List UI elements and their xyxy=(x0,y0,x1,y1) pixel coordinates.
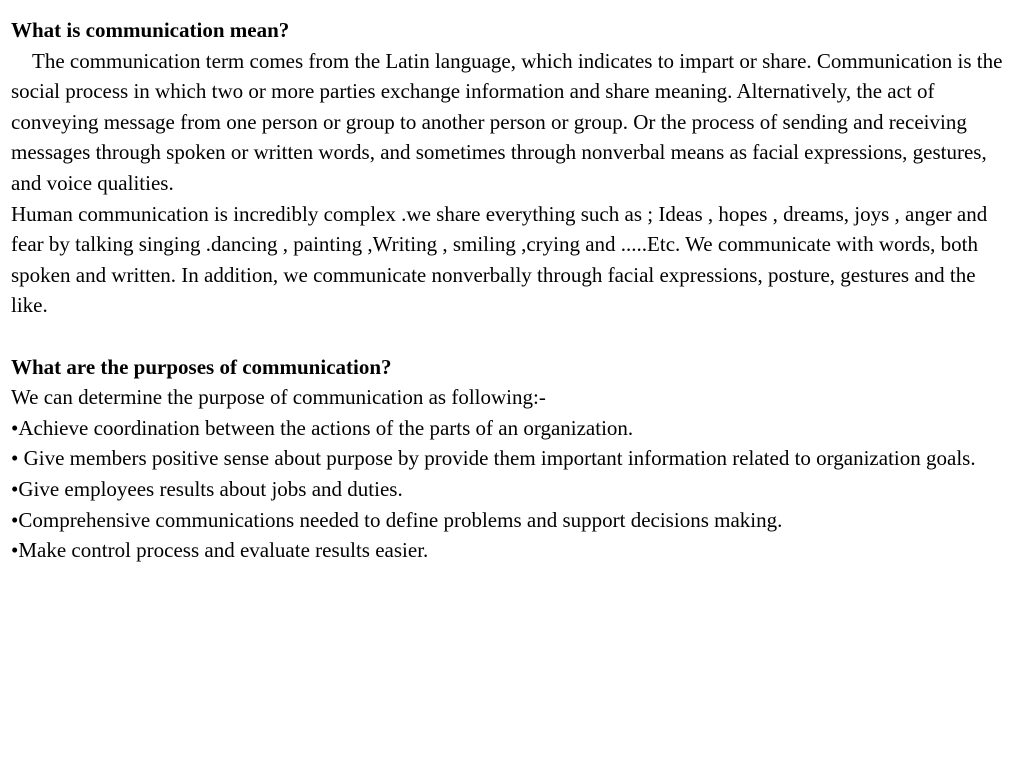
purpose-item: •Comprehensive communications needed to define problems and support decisions making. xyxy=(11,507,783,532)
paragraph-human-communication: Human communication is incredibly complex .we share everything such as ; Ideas , hopes , dreams, joys , anger and fear by talking singing .dancing , painting ,Writing , smiling ,crying and .....Etc. We communicate with words, both spoken and written. In addition, we communicate nonverbally through facial expressions, posture, gestures and the like. xyxy=(11,201,988,318)
paragraph-communication-definition: The communication term comes from the Latin language, which indicates to impart or share. Communication is the social process in which two or more parties exchange information and share meaning. Alternatively, the act of conveying message from one person or group to another person or group. Or the process of sending and receiving messages through spoken or written words, and sometimes through nonverbal means as facial expressions, gestures, and voice qualities. xyxy=(11,48,1003,195)
purpose-item: • Give members positive sense about purpose by provide them important information related to organization goals. xyxy=(11,446,976,471)
purpose-item: •Achieve coordination between the actions of the parts of an organization. xyxy=(11,415,634,440)
purposes-intro: We can determine the purpose of communication as following:- xyxy=(11,385,546,410)
section-heading-communication-purposes: What are the purposes of communication? xyxy=(11,354,392,379)
purpose-item: •Give employees results about jobs and duties. xyxy=(11,476,403,501)
purposes-list xyxy=(11,413,1016,566)
section-spacer xyxy=(11,321,1016,352)
section-heading-communication-meaning: What is communication mean? xyxy=(11,18,290,42)
slide-content xyxy=(11,15,1016,566)
purpose-item: •Make control process and evaluate results easier. xyxy=(11,538,429,563)
